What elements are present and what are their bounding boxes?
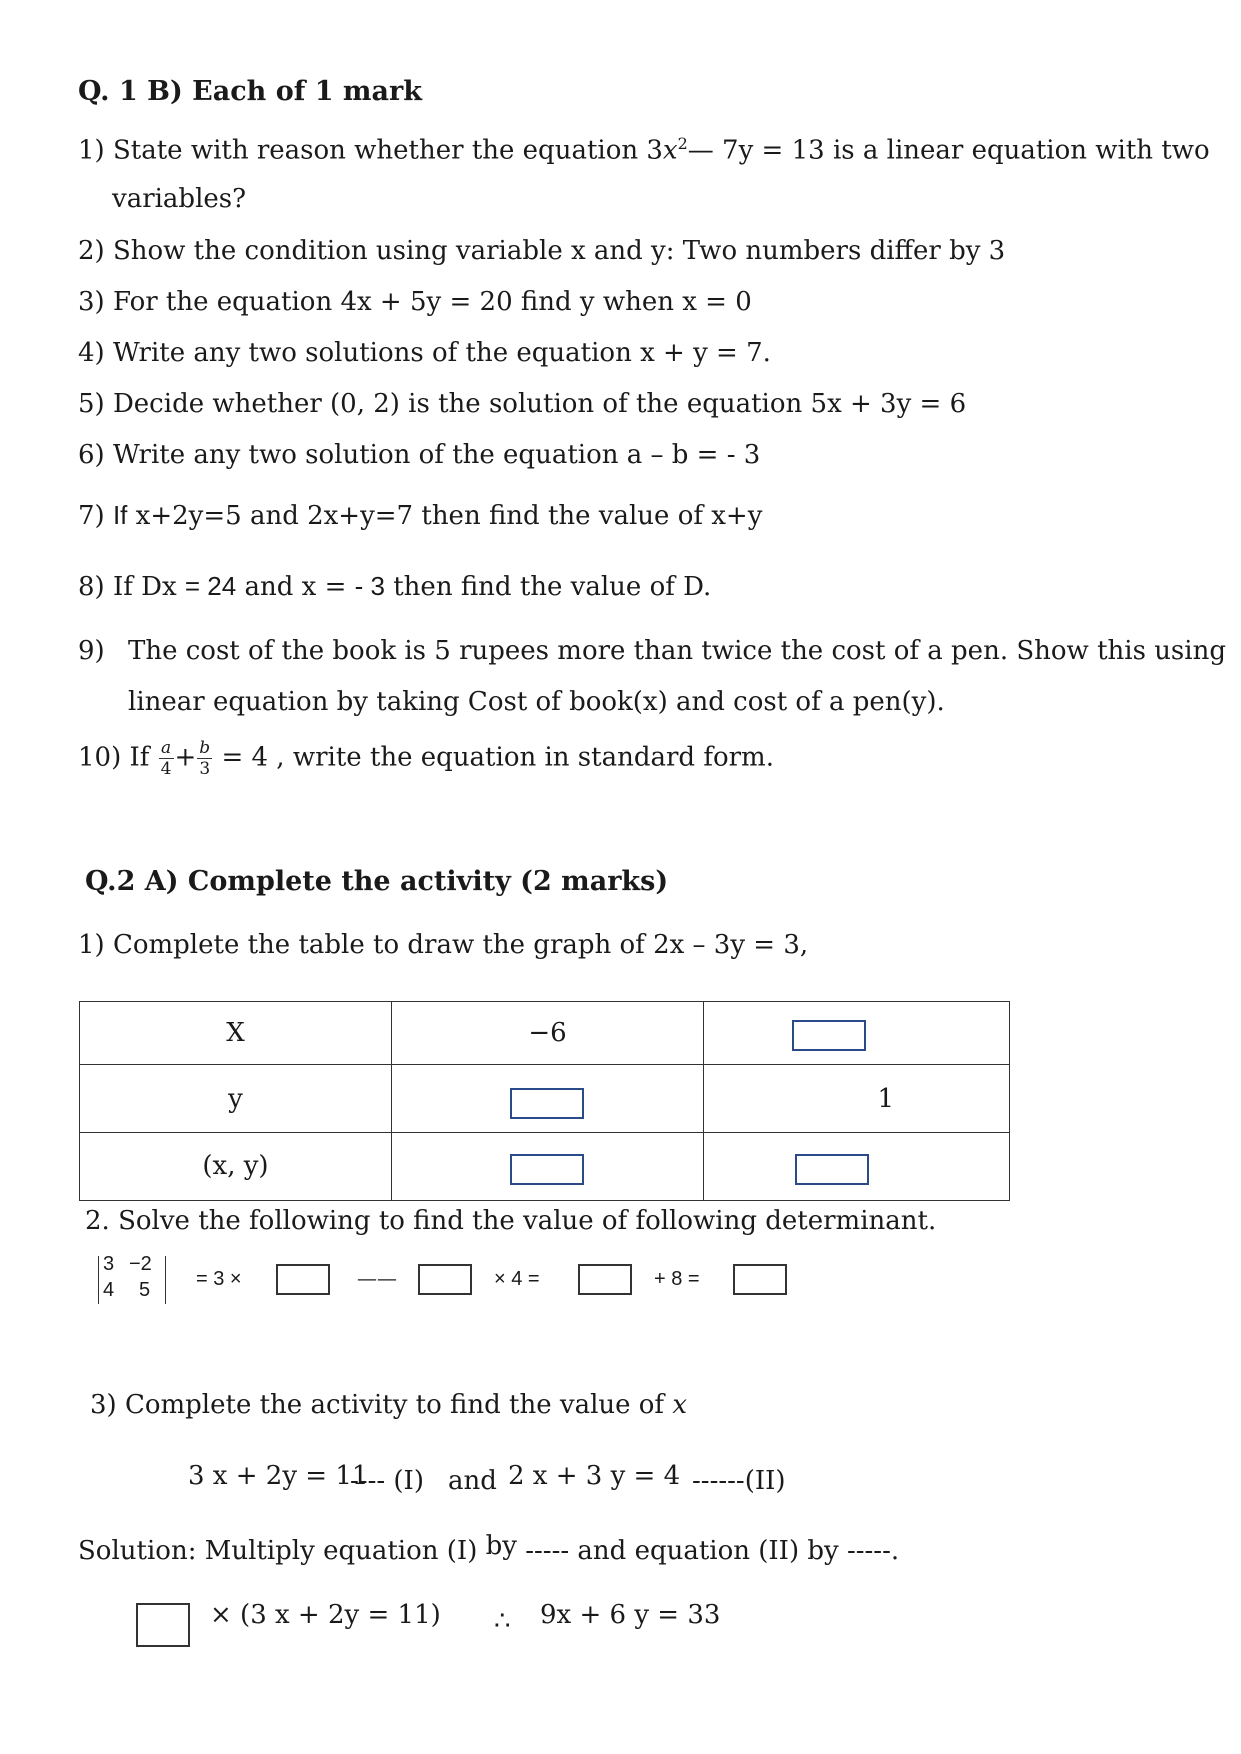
table-row-x — [80, 1002, 1010, 1065]
table-cell — [392, 1065, 704, 1133]
q1-heading: Q. 1 B) Each of 1 mark — [78, 76, 422, 107]
q1-item-8: 8) If Dx = 24 and x = - 3 then find the value of D. — [78, 571, 712, 602]
answer-box[interactable] — [136, 1603, 190, 1647]
det-minus: —— — [357, 1266, 397, 1290]
q2-heading: Q.2 A) Complete the activity (2 marks) — [85, 866, 669, 897]
solution-line: Solution: Multiply equation (I) by ----- and equation (II) by -----. — [78, 1531, 900, 1566]
table-row-y — [80, 1065, 1010, 1133]
q2-item-1: 1) Complete the table to draw the graph of 2x – 3y = 3, — [78, 930, 809, 960]
table-cell-label: y — [80, 1065, 392, 1133]
q1-item-2: 2) Show the condition using variable x and y: Two numbers differ by 3 — [78, 236, 1006, 266]
values-table — [79, 1001, 1010, 1201]
multiply-result: 9x + 6 y = 33 — [540, 1600, 721, 1630]
answer-box[interactable] — [276, 1264, 330, 1295]
equation-1: 3 x + 2y = 11 — [188, 1461, 369, 1491]
table-cell: −6 — [392, 1002, 704, 1065]
det-plus8: + 8 = — [654, 1268, 700, 1290]
therefore-icon: ∴ — [494, 1606, 511, 1636]
q1-item-7: 7) If x+2y=5 and 2x+y=7 then find the value of x+y — [78, 500, 763, 531]
q1-item-9-cont: linear equation by taking Cost of book(x) and cost of a pen(y). — [128, 687, 945, 717]
q2-item-2: 2. Solve the following to find the value of following determinant. — [85, 1206, 937, 1236]
q1-item-1: 1) State with reason whether the equation $3x^2—$ 7y = 13 is a linear equation with two — [78, 134, 1210, 166]
fraction-b-over-3: $\frac{b}{3}$ — [199, 738, 211, 779]
answer-box[interactable] — [578, 1264, 632, 1295]
determinant: 3 −2 4 5 — [98, 1256, 166, 1304]
table-cell-label: X — [80, 1002, 392, 1065]
answer-box[interactable] — [510, 1154, 584, 1185]
q1-item-6: 6) Write any two solution of the equation a – b = - 3 — [78, 440, 761, 470]
det-times4: × 4 = — [494, 1268, 540, 1290]
equation-2-tag: ------(II) — [692, 1466, 786, 1496]
answer-box[interactable] — [733, 1264, 787, 1295]
q1-item-3: 3) For the equation 4x + 5y = 20 find y when x = 0 — [78, 287, 752, 317]
multiply-line: × (3 x + 2y = 11) — [210, 1600, 441, 1630]
q1-item-9-num: 9) — [78, 636, 105, 666]
q1-item-9: The cost of the book is 5 rupees more than twice the cost of a pen. Show this using — [128, 636, 1226, 666]
equation-1-tag: ---- (I) — [350, 1466, 424, 1496]
answer-box[interactable] — [510, 1088, 584, 1119]
answer-box[interactable] — [418, 1264, 472, 1295]
q1-item-4: 4) Write any two solutions of the equation x + y = 7. — [78, 338, 771, 368]
q2-item-3: 3) Complete the activity to find the value of x — [90, 1390, 687, 1420]
answer-box[interactable] — [795, 1154, 869, 1185]
q1-item-10: 10) If $\frac{a}{4}$ + $\frac{b}{3}$ = 4 , write the equation in standard form. — [78, 738, 774, 779]
table-cell-label: (x, y) — [80, 1133, 392, 1201]
table-row-xy — [80, 1133, 1010, 1201]
table-cell — [704, 1133, 1010, 1201]
table-cell — [392, 1133, 704, 1201]
fraction-a-over-4: $\frac{a}{4}$ — [160, 738, 172, 779]
answer-box[interactable] — [792, 1020, 866, 1051]
and-text: and — [448, 1466, 497, 1496]
equation-2: 2 x + 3 y = 4 — [508, 1461, 681, 1491]
q1-item-1-cont: variables? — [112, 184, 247, 214]
det-eq: = 3 × — [196, 1268, 242, 1290]
table-cell: 1 — [704, 1065, 1010, 1133]
table-cell — [704, 1002, 1010, 1065]
q1-item-5: 5) Decide whether (0, 2) is the solution of the equation 5x + 3y = 6 — [78, 389, 967, 419]
